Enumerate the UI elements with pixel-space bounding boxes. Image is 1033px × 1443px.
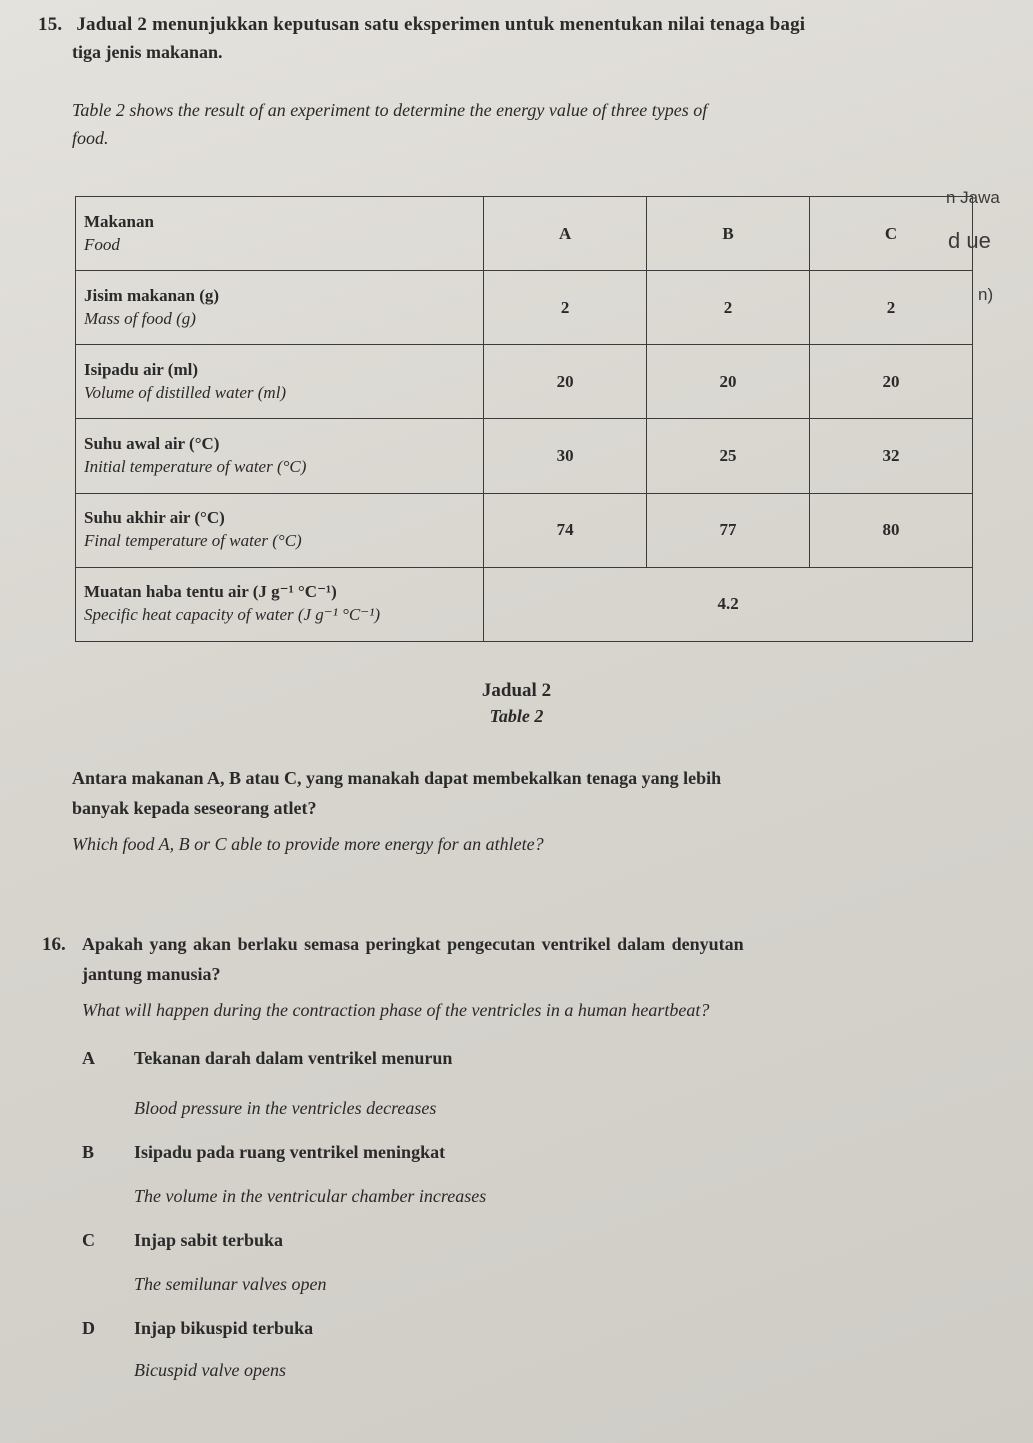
row-label-en: Specific heat capacity of water (J g⁻¹ °C⁻¹) [84,605,380,625]
option-b-letter: B [82,1142,95,1162]
table-row [76,493,973,567]
row-label-en: Mass of food (g) [84,308,196,328]
row-label-en: Final temperature of water (°C) [84,531,302,551]
row-label-ms: Isipadu air (ml) [84,359,198,379]
food-c-header: C [810,197,973,271]
row-label-ms: Suhu awal air (°C) [84,434,220,454]
q15-number: 15. [38,14,63,35]
option-c-letter: C [82,1230,95,1250]
energy-table [75,196,973,642]
header-label-en: Food [84,234,120,254]
q16-question-ms-line2: jantung manusia? [82,964,221,984]
mass-a: 2 [484,271,647,345]
q15-question-ms-line2: banyak kepada seseorang atlet? [72,798,317,818]
q15-intro-en-line1: Table 2 shows the result of an experiment to determine the energy value of three types of [72,100,708,120]
q15-question-en: Which food A, B or C able to provide more energy for an athlete? [72,834,544,854]
option-a-letter: A [82,1048,95,1068]
table-header-row [76,197,973,271]
volume-a: 20 [484,345,647,419]
option-b-en: The volume in the ventricular chamber increases [134,1186,487,1206]
shc-value: 4.2 [484,567,973,641]
q16-number: 16. [42,934,66,955]
mass-c: 2 [810,271,973,345]
option-d-letter: D [82,1318,95,1338]
q15-intro-ms-line1 [38,14,805,36]
row-label-ms: Jisim makanan (g) [84,285,220,305]
row-label-mass [76,271,484,345]
option-d-ms: Injap bikuspid terbuka [134,1318,314,1338]
row-label-final-temp [76,493,484,567]
table-row [76,271,973,345]
initial-temp-a: 30 [484,419,647,493]
row-label-volume [76,345,484,419]
final-temp-c: 80 [810,493,973,567]
q15-intro-ms-line2: tiga jenis makanan. [72,42,223,62]
food-a-header: A [484,197,647,271]
initial-temp-c: 32 [810,419,973,493]
option-c-ms: Injap sabit terbuka [134,1230,284,1250]
table-caption-ms: Jadual 2 [481,680,552,701]
option-a-en: Blood pressure in the ventricles decreases [134,1098,437,1118]
table-row [76,567,973,641]
row-label-shc [76,567,484,641]
q15-question-ms-line1: Antara makanan A, B atau C, yang manakah dapat membekalkan tenaga yang lebih [72,768,722,788]
row-label-en: Volume of distilled water (ml) [84,382,287,402]
q16-question-en: What will happen during the contraction phase of the ventricles in a human heartbeat? [82,1000,710,1020]
table-header-label [76,197,484,271]
final-temp-b: 77 [647,493,810,567]
q16-question-ms-line1: Apakah yang akan berlaku semasa peringkat pengecutan ventrikel dalam denyutan [82,934,744,954]
q15-intro-en-line2: food. [72,128,109,148]
table-row [76,419,973,493]
row-label-en: Initial temperature of water (°C) [84,457,307,477]
initial-temp-b: 25 [647,419,810,493]
volume-c: 20 [810,345,973,419]
table-row [76,345,973,419]
header-label-ms: Makanan [84,211,154,231]
row-label-initial-temp [76,419,484,493]
margin-note-3: n) [978,285,994,304]
margin-note-1: n Jawa [946,188,1000,207]
final-temp-a: 74 [484,493,647,567]
q15-intro-ms-text: Jadual 2 menunjukkan keputusan satu eksperimen untuk menentukan nilai tenaga bagi [76,14,806,35]
row-label-ms: Muatan haba tentu air (J g⁻¹ °C⁻¹) [84,582,337,602]
volume-b: 20 [647,345,810,419]
option-b-ms: Isipadu pada ruang ventrikel meningkat [134,1142,446,1162]
option-c-en: The semilunar valves open [134,1274,327,1294]
option-a-ms: Tekanan darah dalam ventrikel menurun [134,1048,453,1068]
row-label-ms: Suhu akhir air (°C) [84,508,225,528]
food-b-header: B [647,197,810,271]
margin-note-2: d ue [948,228,991,253]
table-caption-en: Table 2 [489,706,544,726]
option-d-en: Bicuspid valve opens [134,1360,286,1380]
mass-b: 2 [647,271,810,345]
